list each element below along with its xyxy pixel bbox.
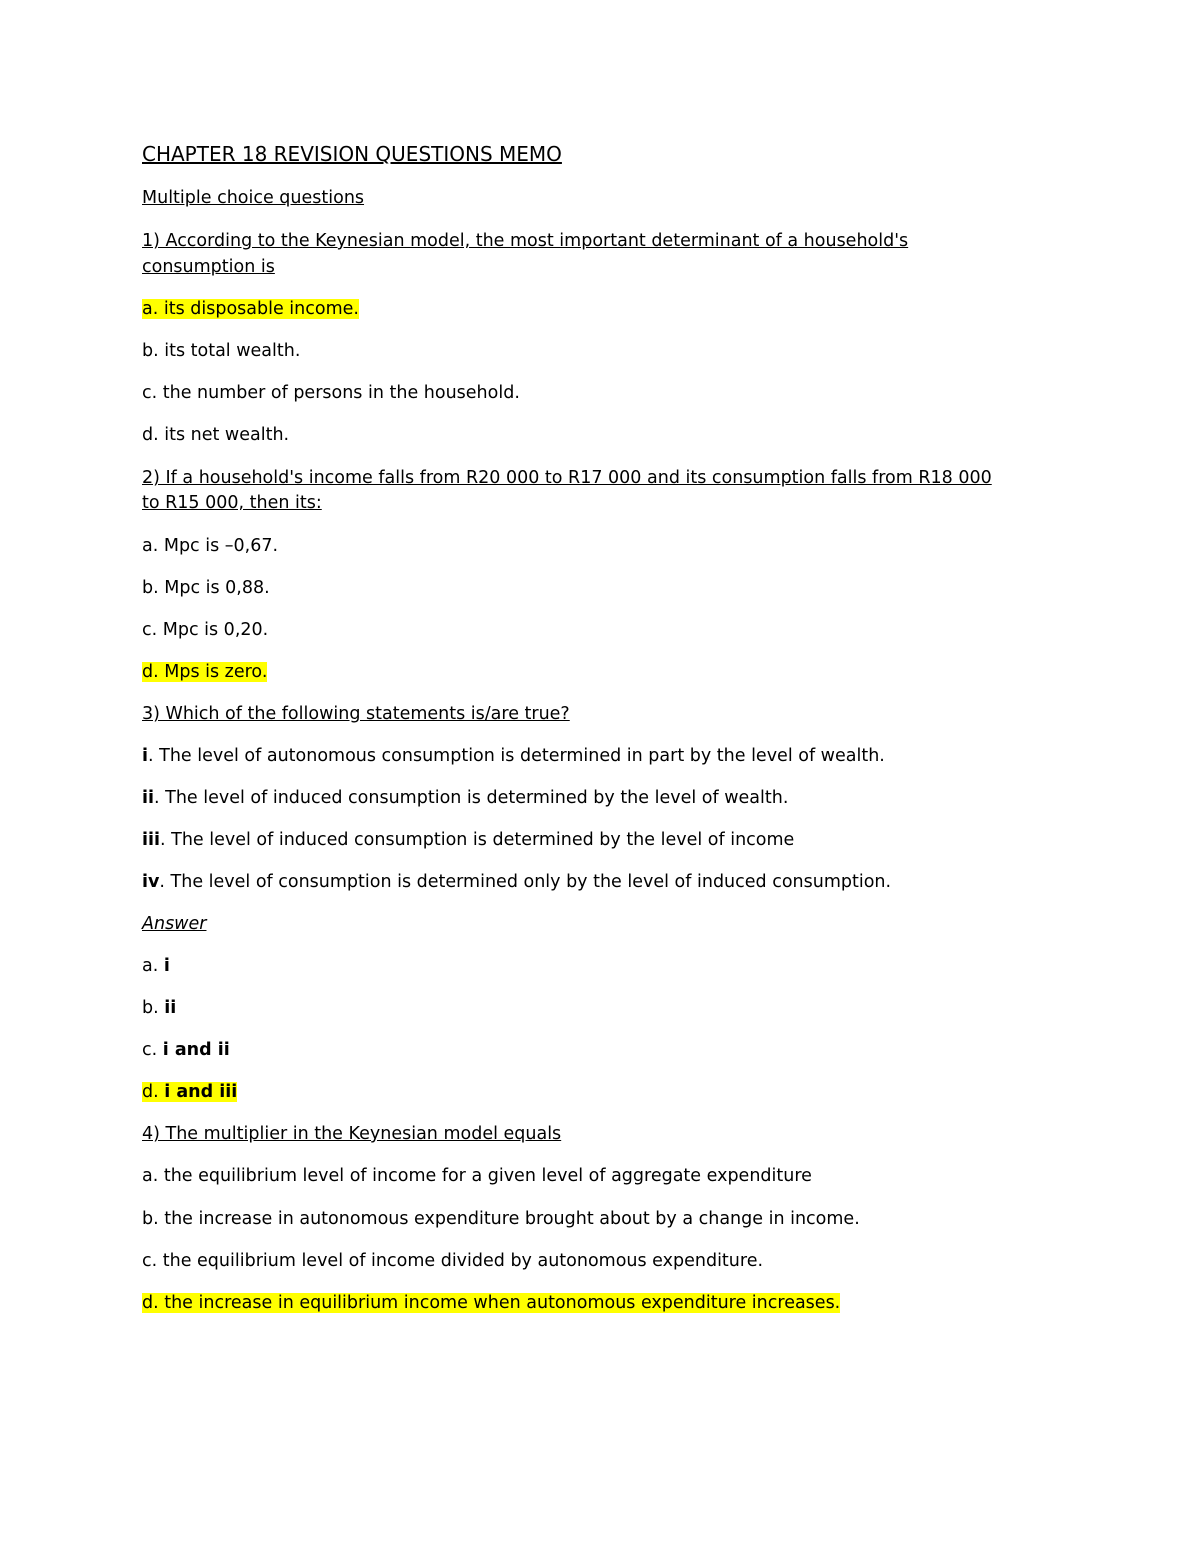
q1-option-b: b. its total wealth. [142,341,301,361]
statement-number: iv [142,872,160,892]
q3-option-d [142,1079,237,1105]
q3-option-c [142,1037,230,1063]
q2-option-d [142,659,267,685]
q4-text: 4) The multiplier in the Keynesian model equals [142,1124,562,1144]
statement-text: . The level of consumption is determined only by the level of induced consumption. [159,872,892,892]
q3-option-a [142,953,170,979]
option-prefix: b. [142,998,165,1018]
q1-option-a [142,296,359,322]
q2-option-a: a. Mpc is –0,67. [142,536,279,556]
answer-highlight: d. the increase in equilibrium income when autonomous expenditure increases. [142,1293,841,1313]
section-heading: Multiple choice questions [142,188,365,208]
statement-text: . The level of induced consumption is determined by the level of income [160,830,795,850]
q3-answer-label: Answer [142,914,207,934]
option-value: i and iii [164,1082,238,1102]
statement-text: . The level of autonomous consumption is determined in part by the level of wealth. [148,746,885,766]
statement-number: iii [142,830,160,850]
statement-number: i [142,746,148,766]
q2-text-line1: 2) If a household's income falls from R20 000 to R17 000 and its consumption falls from R18 000 [142,468,992,488]
q3-statement-iv [142,869,891,895]
q4-option-b: b. the increase in autonomous expenditure brought about by a change in income. [142,1209,860,1229]
q3-statement-i [142,743,885,769]
q1-text-line2: consumption is [142,257,275,277]
option-value: ii [164,998,177,1018]
option-prefix: a. [142,956,164,976]
q4-option-c: c. the equilibrium level of income divided by autonomous expenditure. [142,1251,764,1271]
answer-highlight [142,1082,237,1102]
q1-text-line1: 1) According to the Keynesian model, the most important determinant of a household's [142,231,909,251]
q2-option-b: b. Mpc is 0,88. [142,578,270,598]
q3-statement-iii [142,827,794,853]
statement-text: . The level of induced consumption is determined by the level of wealth. [154,788,789,808]
q1-option-c: c. the number of persons in the household. [142,383,520,403]
q4-option-a: a. the equilibrium level of income for a given level of aggregate expenditure [142,1166,812,1186]
q3-statement-ii [142,785,788,811]
option-value: i and ii [162,1040,230,1060]
q3-option-b [142,995,176,1021]
q1-option-d: d. its net wealth. [142,425,290,445]
q2-text-line2: to R15 000, then its: [142,493,322,513]
answer-highlight: a. its disposable income. [142,299,359,319]
q3-text: 3) Which of the following statements is/are true? [142,704,570,724]
q4-option-d [142,1290,840,1316]
document-title: CHAPTER 18 REVISION QUESTIONS MEMO [142,142,562,166]
q2-option-c: c. Mpc is 0,20. [142,620,269,640]
answer-highlight: d. Mps is zero. [142,662,268,682]
option-prefix: d. [142,1082,165,1102]
statement-number: ii [142,788,154,808]
option-prefix: c. [142,1040,163,1060]
option-value: i [163,956,170,976]
